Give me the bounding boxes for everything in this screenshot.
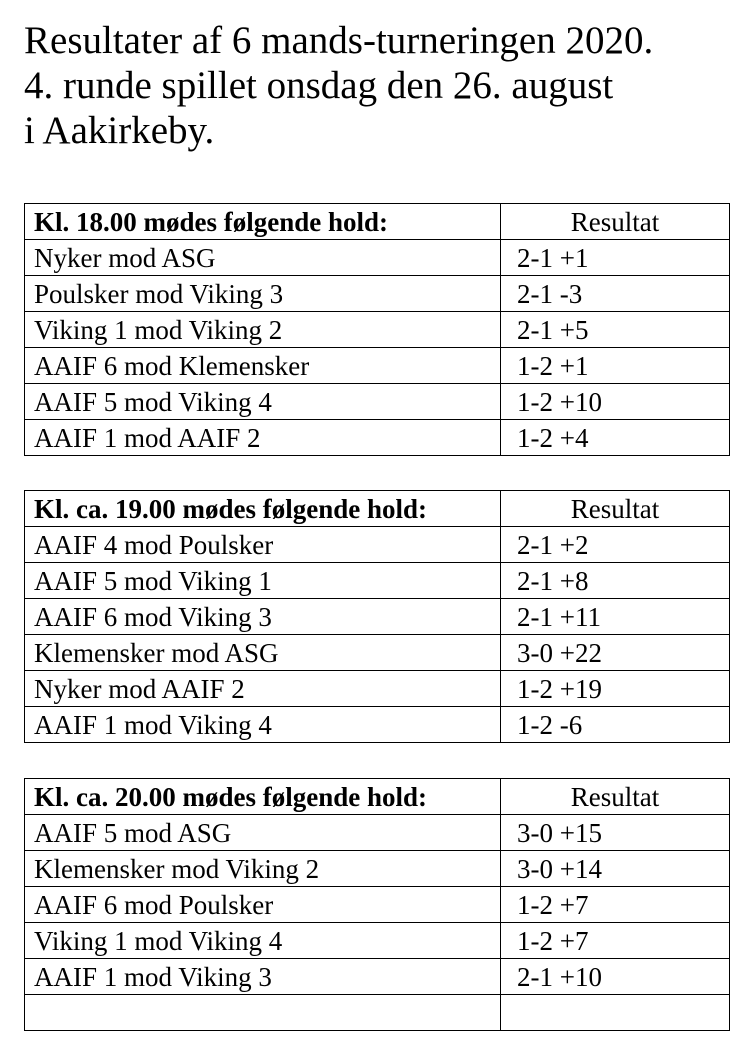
match-cell: AAIF 6 mod Klemensker	[25, 348, 501, 384]
result-cell: 3-0 +14	[501, 851, 730, 887]
result-cell: 1-2 -6	[501, 707, 730, 743]
table-row	[25, 707, 730, 743]
result-column-header: Resultat	[501, 779, 730, 815]
result-cell	[501, 995, 730, 1031]
results-table-round-1900	[24, 490, 730, 743]
table-row	[25, 420, 730, 456]
table-row	[25, 635, 730, 671]
kickoff-time-header: Kl. ca. 19.00 mødes følgende hold:	[25, 491, 501, 527]
result-cell: 2-1 +10	[501, 959, 730, 995]
result-cell: 1-2 +19	[501, 671, 730, 707]
match-cell	[25, 995, 501, 1031]
table-row	[25, 384, 730, 420]
table-row	[25, 995, 730, 1031]
match-cell: Nyker mod ASG	[25, 240, 501, 276]
kickoff-time-header: Kl. 18.00 mødes følgende hold:	[25, 204, 501, 240]
match-cell: Viking 1 mod Viking 4	[25, 923, 501, 959]
table-header-row	[25, 779, 730, 815]
result-cell: 2-1 +11	[501, 599, 730, 635]
table-row	[25, 348, 730, 384]
match-cell: Poulsker mod Viking 3	[25, 276, 501, 312]
table-row	[25, 923, 730, 959]
results-table-round-1800	[24, 203, 730, 456]
match-cell: Klemensker mod ASG	[25, 635, 501, 671]
result-cell: 3-0 +15	[501, 815, 730, 851]
table-row	[25, 851, 730, 887]
result-cell: 1-2 +4	[501, 420, 730, 456]
result-cell: 1-2 +7	[501, 887, 730, 923]
table-row	[25, 599, 730, 635]
kickoff-time-header: Kl. ca. 20.00 mødes følgende hold:	[25, 779, 501, 815]
result-cell: 2-1 +1	[501, 240, 730, 276]
match-cell: Klemensker mod Viking 2	[25, 851, 501, 887]
results-table-round-2000	[24, 778, 730, 1031]
match-cell: AAIF 1 mod Viking 3	[25, 959, 501, 995]
table-row	[25, 815, 730, 851]
table-row	[25, 312, 730, 348]
match-cell: AAIF 4 mod Poulsker	[25, 527, 501, 563]
table-row	[25, 527, 730, 563]
result-cell: 3-0 +22	[501, 635, 730, 671]
table-row	[25, 671, 730, 707]
result-cell: 2-1 -3	[501, 276, 730, 312]
table-row	[25, 887, 730, 923]
result-cell: 2-1 +2	[501, 527, 730, 563]
table-header-row	[25, 204, 730, 240]
table-header-row	[25, 491, 730, 527]
table-row	[25, 563, 730, 599]
match-cell: AAIF 5 mod Viking 1	[25, 563, 501, 599]
table-row	[25, 959, 730, 995]
match-cell: Viking 1 mod Viking 2	[25, 312, 501, 348]
match-cell: AAIF 5 mod Viking 4	[25, 384, 501, 420]
match-cell: AAIF 5 mod ASG	[25, 815, 501, 851]
result-column-header: Resultat	[501, 204, 730, 240]
result-column-header: Resultat	[501, 491, 730, 527]
match-cell: Nyker mod AAIF 2	[25, 671, 501, 707]
result-cell: 1-2 +10	[501, 384, 730, 420]
document-title	[24, 18, 744, 153]
result-cell: 1-2 +7	[501, 923, 730, 959]
title-line-1: Resultater af 6 mands-turneringen 2020.	[24, 19, 654, 62]
result-cell: 2-1 +5	[501, 312, 730, 348]
result-cell: 2-1 +8	[501, 563, 730, 599]
match-cell: AAIF 6 mod Poulsker	[25, 887, 501, 923]
match-cell: AAIF 1 mod Viking 4	[25, 707, 501, 743]
match-cell: AAIF 1 mod AAIF 2	[25, 420, 501, 456]
title-line-3: i Aakirkeby.	[24, 109, 215, 152]
table-row	[25, 276, 730, 312]
table-row	[25, 240, 730, 276]
title-line-2: 4. runde spillet onsdag den 26. august	[24, 64, 614, 107]
result-cell: 1-2 +1	[501, 348, 730, 384]
match-cell: AAIF 6 mod Viking 3	[25, 599, 501, 635]
